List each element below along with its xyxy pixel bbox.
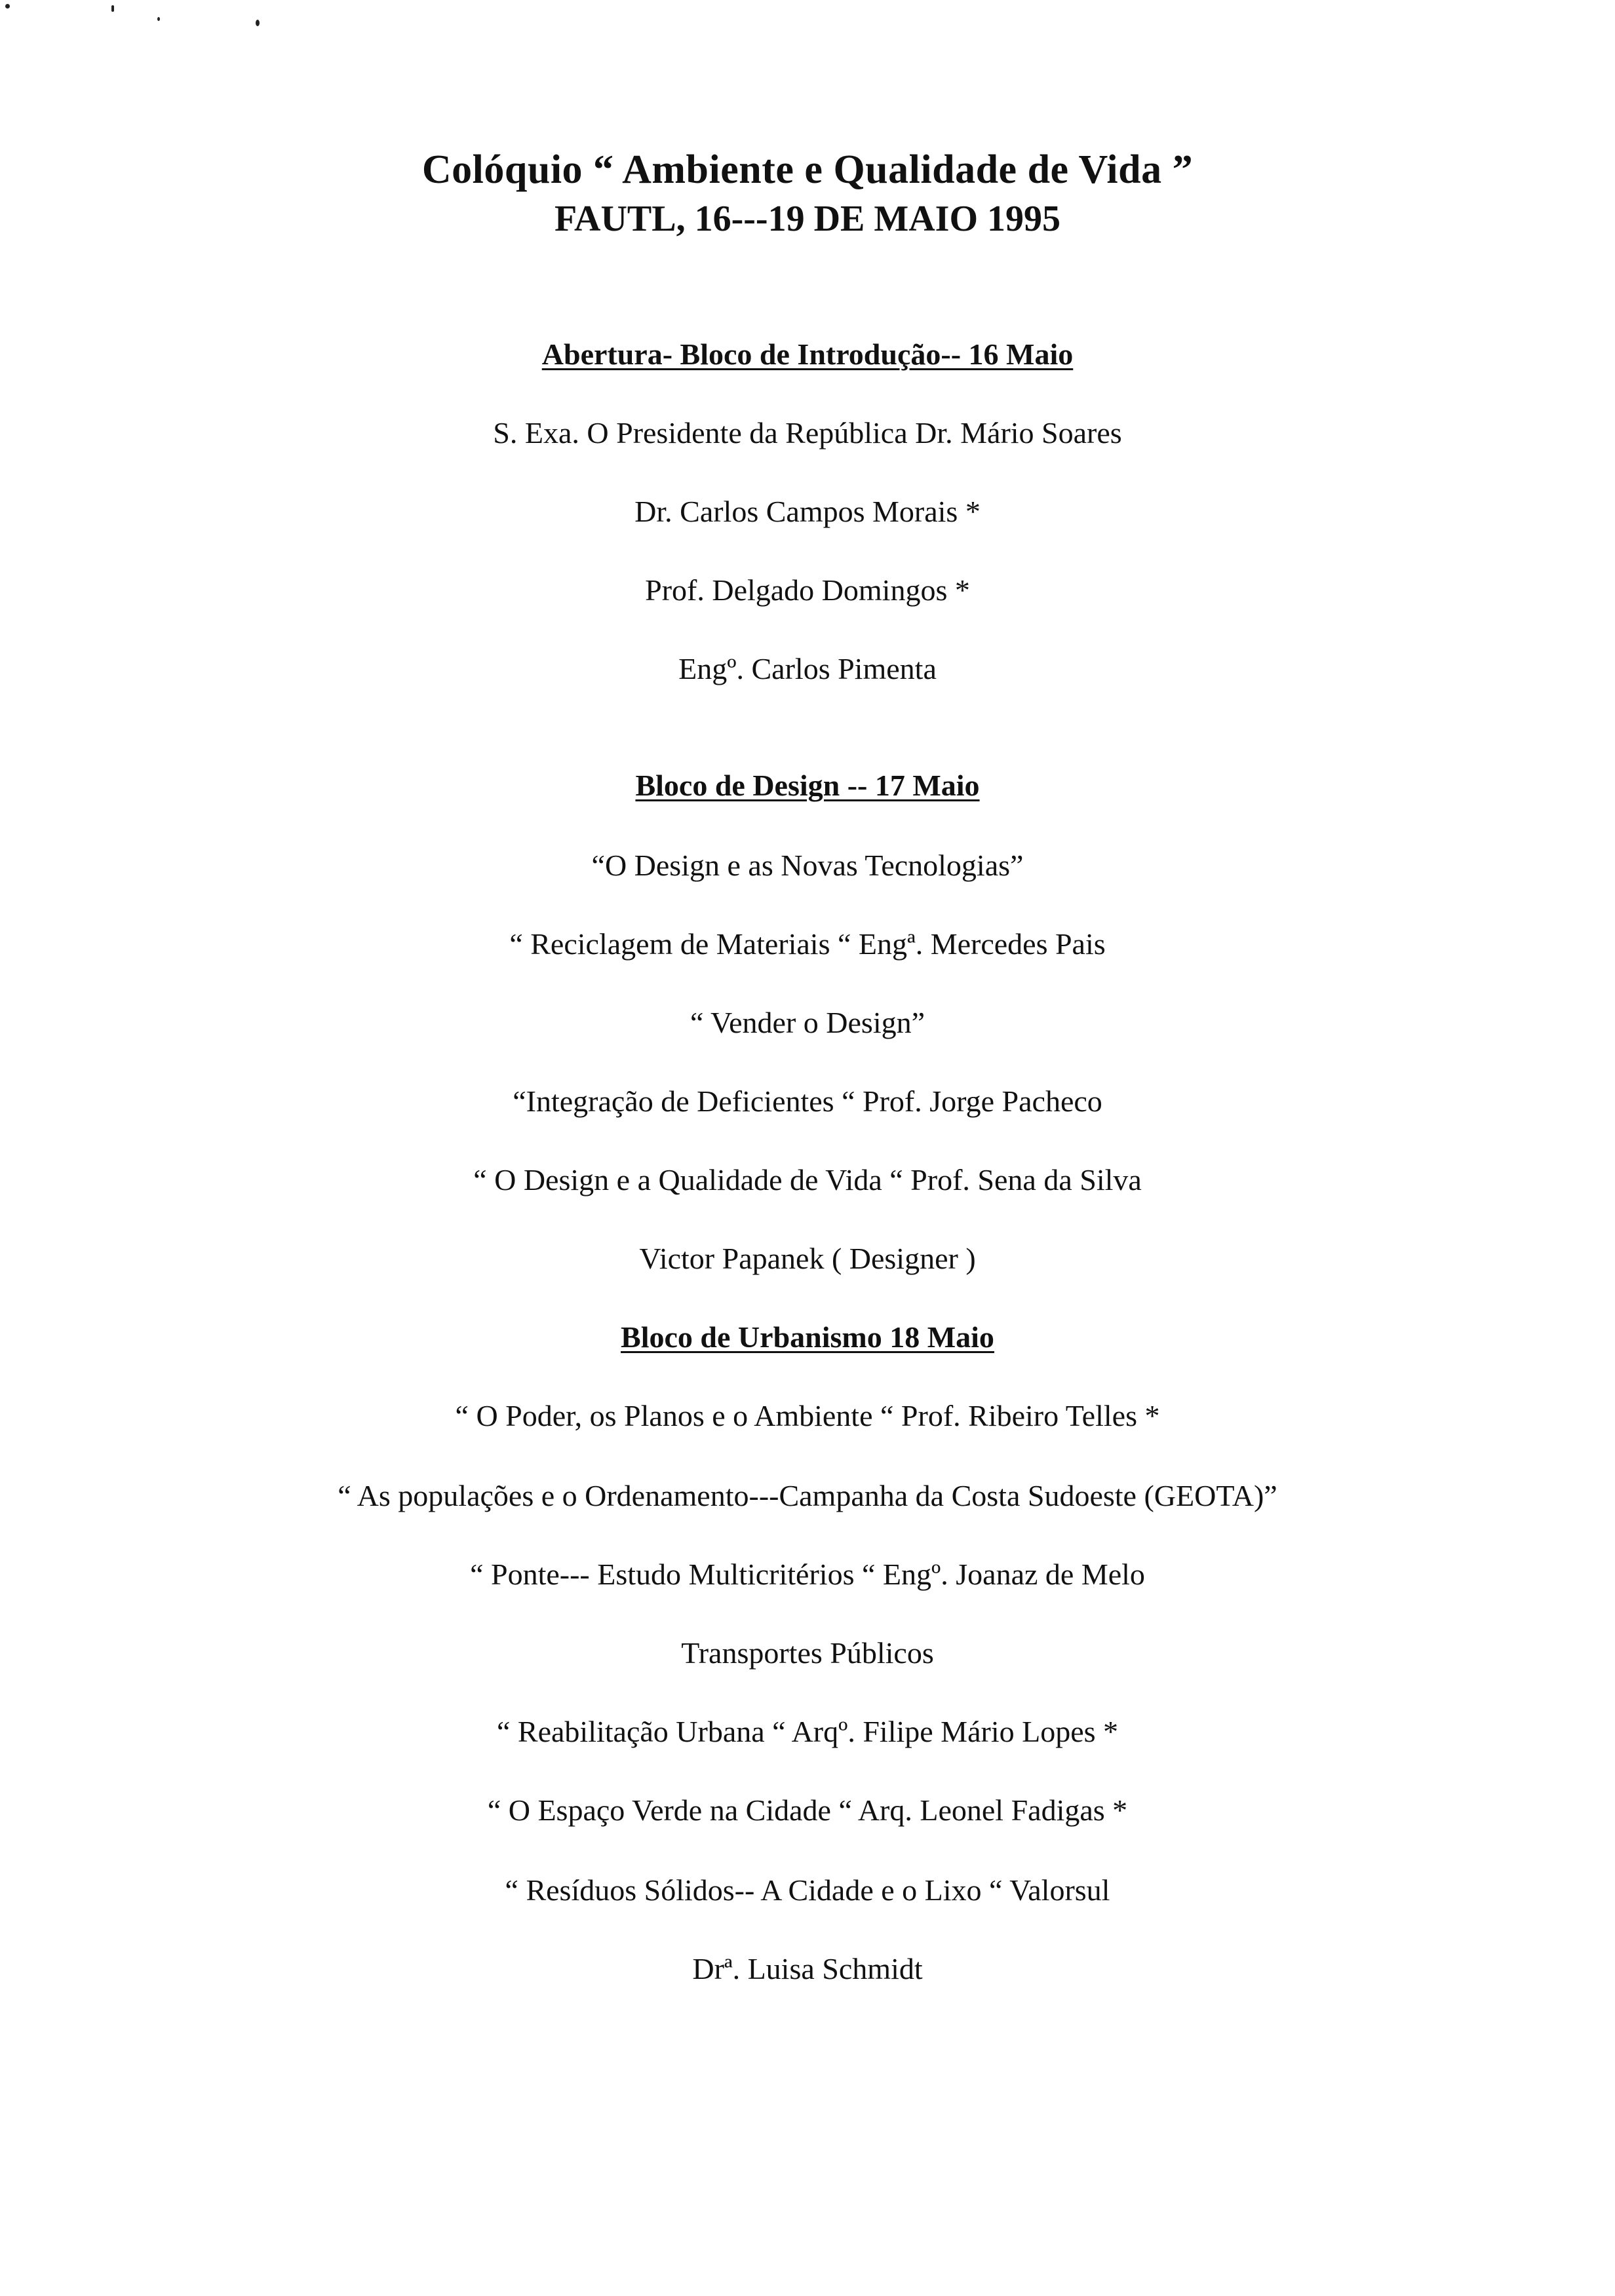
- scan-speck: [256, 20, 260, 26]
- program-item: Victor Papanek ( Designer ): [639, 1242, 976, 1275]
- program-item: Dr. Carlos Campos Morais *: [634, 495, 981, 528]
- program-item: “O Design e as Novas Tecnologias”: [591, 849, 1024, 882]
- section-heading-opening: Abertura- Bloco de Introdução-- 16 Maio: [541, 337, 1074, 371]
- program-item: Engº. Carlos Pimenta: [678, 652, 937, 685]
- scan-speck: [111, 5, 114, 12]
- section-heading-design: Bloco de Design -- 17 Maio: [635, 769, 980, 802]
- program-item: “ Vender o Design”: [690, 1006, 925, 1039]
- program-item: Prof. Delgado Domingos *: [645, 573, 970, 607]
- program-item: Drª. Luisa Schmidt: [692, 1952, 923, 1985]
- scan-speck: [5, 4, 10, 9]
- program-item: “ Resíduos Sólidos-- A Cidade e o Lixo “ Valorsul: [505, 1873, 1110, 1907]
- program-item: “ As populações e o Ordenamento---Campanha da Costa Sudoeste (GEOTA)”: [338, 1479, 1277, 1512]
- program-item: Transportes Públicos: [681, 1636, 934, 1670]
- program-item: “ O Poder, os Planos e o Ambiente “ Prof. Ribeiro Telles *: [455, 1399, 1160, 1432]
- scan-speck: [157, 17, 160, 21]
- program-item: “ Reciclagem de Materiais “ Engª. Mercedes Pais: [509, 927, 1106, 961]
- program-item: “ O Design e a Qualidade de Vida “ Prof. Sena da Silva: [473, 1163, 1142, 1196]
- document-subtitle: FAUTL, 16---19 DE MAIO 1995: [554, 199, 1061, 239]
- document-title: Colóquio “ Ambiente e Qualidade de Vida ”: [421, 147, 1194, 192]
- section-heading-urbanism: Bloco de Urbanismo 18 Maio: [621, 1320, 994, 1354]
- program-item: “ Reabilitação Urbana “ Arqº. Filipe Mário Lopes *: [496, 1715, 1119, 1748]
- program-item: S. Exa. O Presidente da República Dr. Mário Soares: [493, 416, 1122, 450]
- program-item: “ O Espaço Verde na Cidade “ Arq. Leonel Fadigas *: [487, 1793, 1128, 1827]
- program-item: “Integração de Deficientes “ Prof. Jorge Pacheco: [513, 1084, 1102, 1118]
- program-item: “ Ponte--- Estudo Multicritérios “ Engº. Joanaz de Melo: [470, 1558, 1145, 1591]
